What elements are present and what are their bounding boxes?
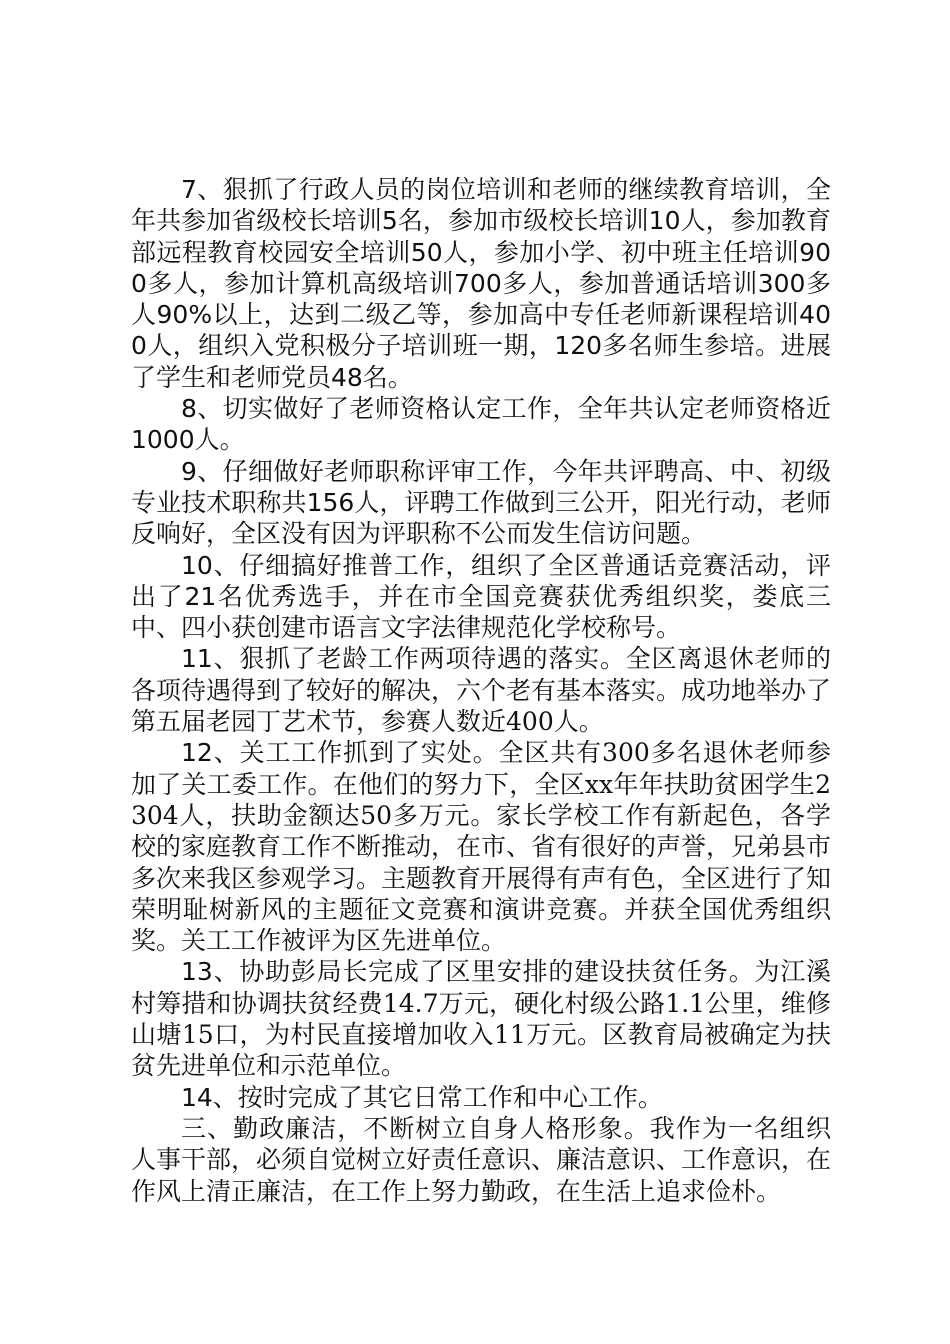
paragraph-11 — [131, 643, 831, 737]
paragraph-14 — [131, 1082, 831, 1113]
paragraph-8 — [131, 393, 831, 456]
paragraph-11-text: 全区离退休老师的各项待遇得到了较好的解决，六个老有基本落实。成功地举办了第五届老园丁艺术节，参赛人数近400人。 — [131, 644, 832, 737]
paragraph-13 — [131, 956, 831, 1081]
paragraph-13-lead: 13、协助彭局长完成了区里安排的建设扶贫任务。 — [181, 957, 755, 987]
paragraph-8-text: 8、切实做好了老师资格认定工作，全年共认定老师资格近1000人。 — [131, 394, 831, 455]
paragraph-9 — [131, 456, 831, 550]
document-body — [131, 174, 831, 1207]
section-3-text: 我作为一名组织人事干部，必须自觉树立好责任意识、廉洁意识、工作意识，在作风上清正廉洁，在工作上努力勤政，在生活上追求俭朴。 — [131, 1113, 832, 1206]
paragraph-11-lead: 11、狠抓了老龄工作两项待遇的落实。 — [181, 644, 626, 674]
paragraph-12 — [131, 737, 831, 956]
paragraph-12-lead: 12、关工工作抓到了实处。 — [181, 738, 499, 768]
paragraph-14-text: 14、按时完成了其它日常工作和中心工作。 — [181, 1082, 663, 1112]
paragraph-10-text: 10、仔细搞好推普工作，组织了全区普通话竞赛活动，评出了21名优秀选手，并在市全国竞赛获优秀组织奖，娄底三中、四小获创建市语言文字法律规范化学校称号。 — [131, 550, 831, 643]
paragraph-7 — [131, 174, 831, 393]
paragraph-7-text: 7、狠抓了行政人员的岗位培训和老师的继续教育培训，全年共参加省级校长培训5名，参加市级校长培训10人，参加教育部远程教育校园安全培训50人，参加小学、初中班主任培训900多人，参加计算机高级培训700多人，参加普通话培训300多人90%以上，达到二级乙等，参加高中专任老师新课程培训400人，组织入党积极分子培训班一期，120多名师生参培。进展了学生和老师党员48名。 — [131, 175, 831, 392]
paragraph-9-text: 9、仔细做好老师职称评审工作，今年共评聘高、中、初级专业技术职称共156人，评聘工作做到三公开，阳光行动，老师反响好，全区没有因为评职称不公而发生信访问题。 — [131, 456, 831, 549]
paragraph-12-text: 全区共有300多名退休老师参加了关工委工作。在他们的努力下，全区xx年年扶助贫困学生2304人，扶助金额达50多万元。家长学校工作有新起色，各学校的家庭教育工作不断推动，在市、省有很好的声誉，兄弟县市多次来我区参观学习。主题教育开展得有声有色，全区进行了知荣明耻树新风的主题征文竞赛和演讲竞赛。并获全国优秀组织奖。关工工作被评为区先进单位。 — [131, 738, 832, 956]
section-3-heading: 三、勤政廉洁，不断树立自身人格形象。 — [181, 1113, 650, 1143]
paragraph-section-3 — [131, 1113, 831, 1207]
paragraph-13-text: 为江溪村筹措和协调扶贫经费14.7万元，硬化村级公路1.1公里，维修山塘15口，为村民直接增加收入11万元。区教育局被确定为扶贫先进单位和示范单位。 — [131, 957, 831, 1081]
paragraph-10 — [131, 550, 831, 644]
